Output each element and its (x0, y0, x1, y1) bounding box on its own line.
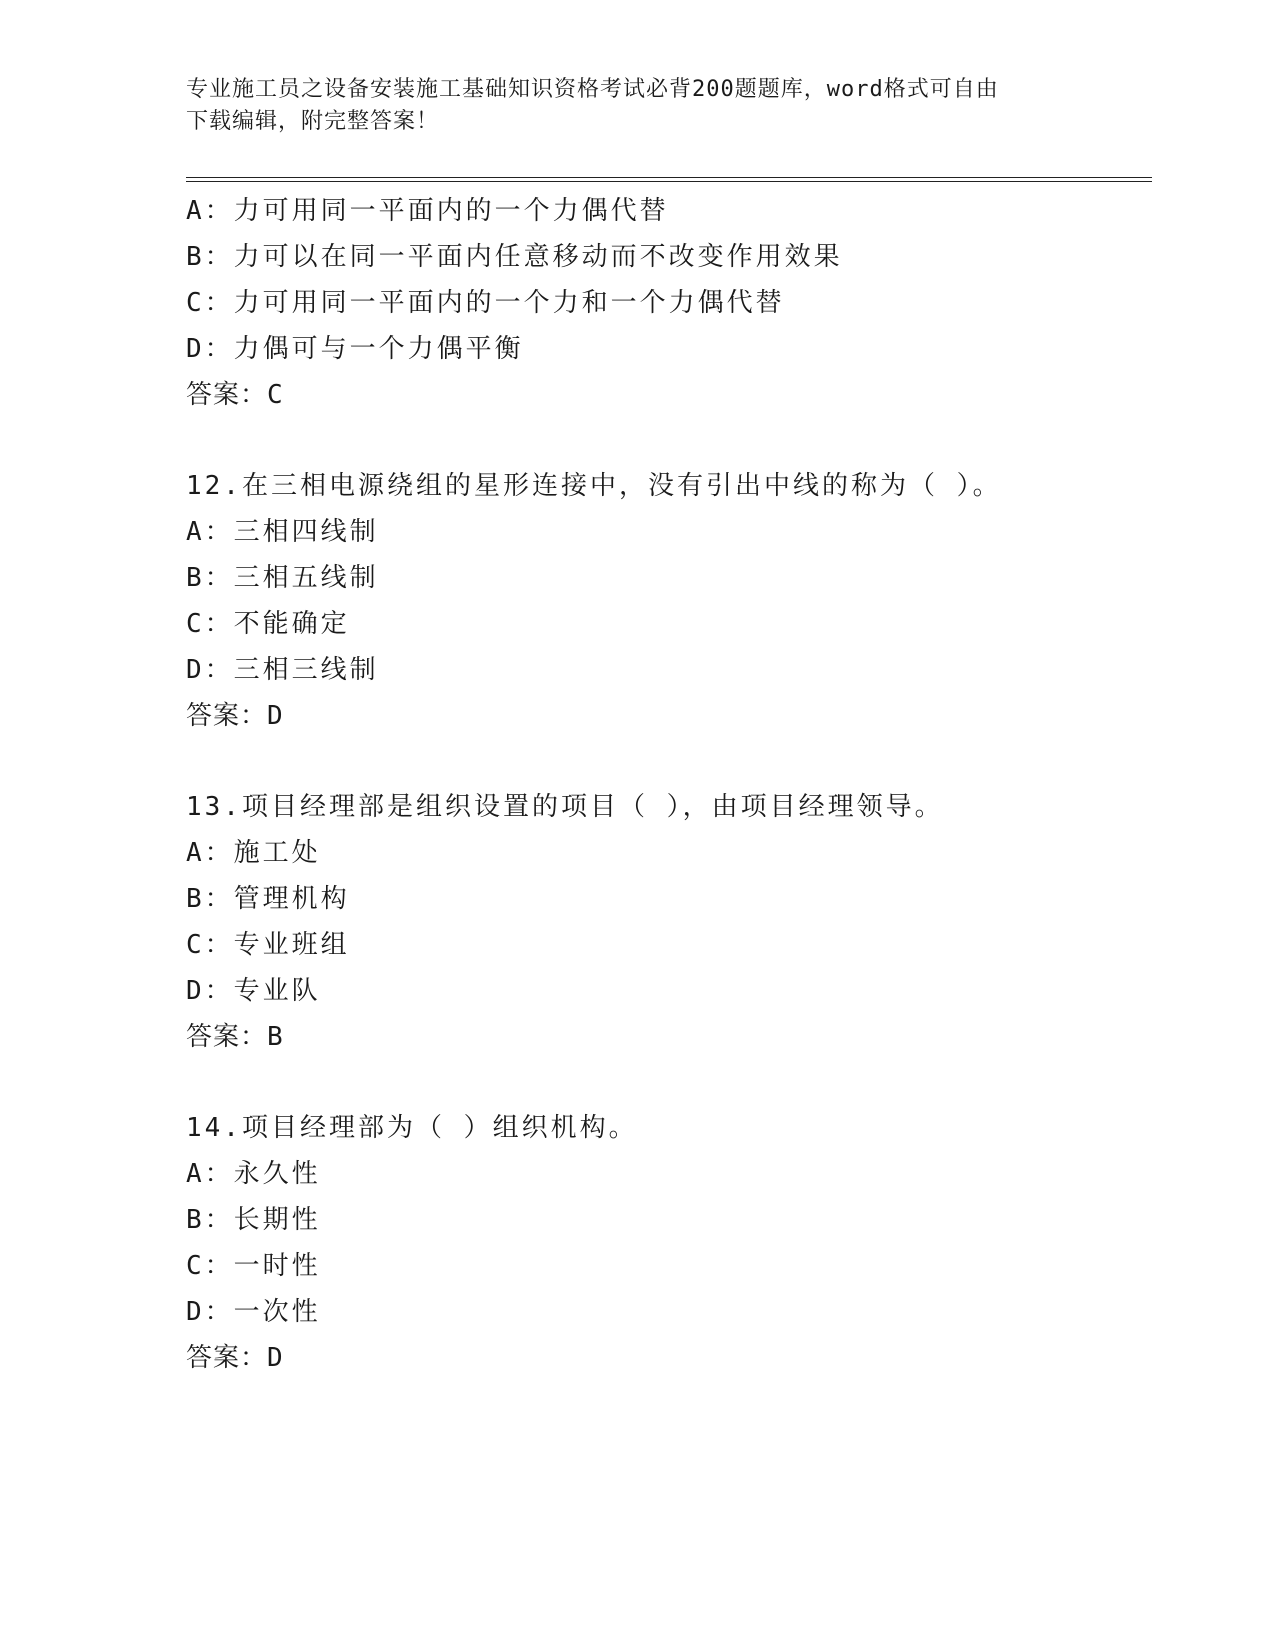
header-line: 下载编辑，附完整答案！ (186, 109, 440, 134)
answer-line: 答案：D (186, 701, 284, 731)
question-text: 12.在三相电源绕组的星形连接中，没有引出中线的称为（ ）。 (186, 471, 1002, 501)
header-divider (186, 177, 1152, 182)
option-b: B：力可以在同一平面内任意移动而不改变作用效果 (186, 242, 843, 272)
option-d: D：一次性 (186, 1297, 321, 1327)
option-c: C：力可用同一平面内的一个力和一个力偶代替 (186, 288, 785, 318)
option-b: B：长期性 (186, 1205, 321, 1235)
option-d: D：专业队 (186, 976, 321, 1006)
option-a: A：力可用同一平面内的一个力偶代替 (186, 196, 669, 226)
question-block (186, 463, 1152, 739)
option-a: A：三相四线制 (186, 517, 379, 547)
option-a: A：施工处 (186, 838, 321, 868)
question-block (186, 188, 1152, 418)
option-c: C：不能确定 (186, 609, 350, 639)
answer-line: 答案：D (186, 1343, 284, 1373)
question-block (186, 784, 1152, 1060)
answer-line: 答案：B (186, 1022, 284, 1052)
document-header (186, 74, 1086, 138)
option-d: D：三相三线制 (186, 655, 379, 685)
question-text: 14.项目经理部为（ ）组织机构。 (186, 1113, 638, 1143)
question-list (186, 188, 1152, 1381)
answer-line: 答案：C (186, 380, 284, 410)
option-b: B：管理机构 (186, 884, 350, 914)
option-a: A：永久性 (186, 1159, 321, 1189)
question-text: 13.项目经理部是组织设置的项目（ ），由项目经理领导。 (186, 792, 944, 822)
option-c: C：一时性 (186, 1251, 321, 1281)
option-b: B：三相五线制 (186, 563, 379, 593)
option-d: D：力偶可与一个力偶平衡 (186, 334, 524, 364)
header-line: 专业施工员之设备安装施工基础知识资格考试必背200题题库，word格式可自由 (186, 77, 999, 102)
question-block (186, 1105, 1152, 1381)
option-c: C：专业班组 (186, 930, 350, 960)
